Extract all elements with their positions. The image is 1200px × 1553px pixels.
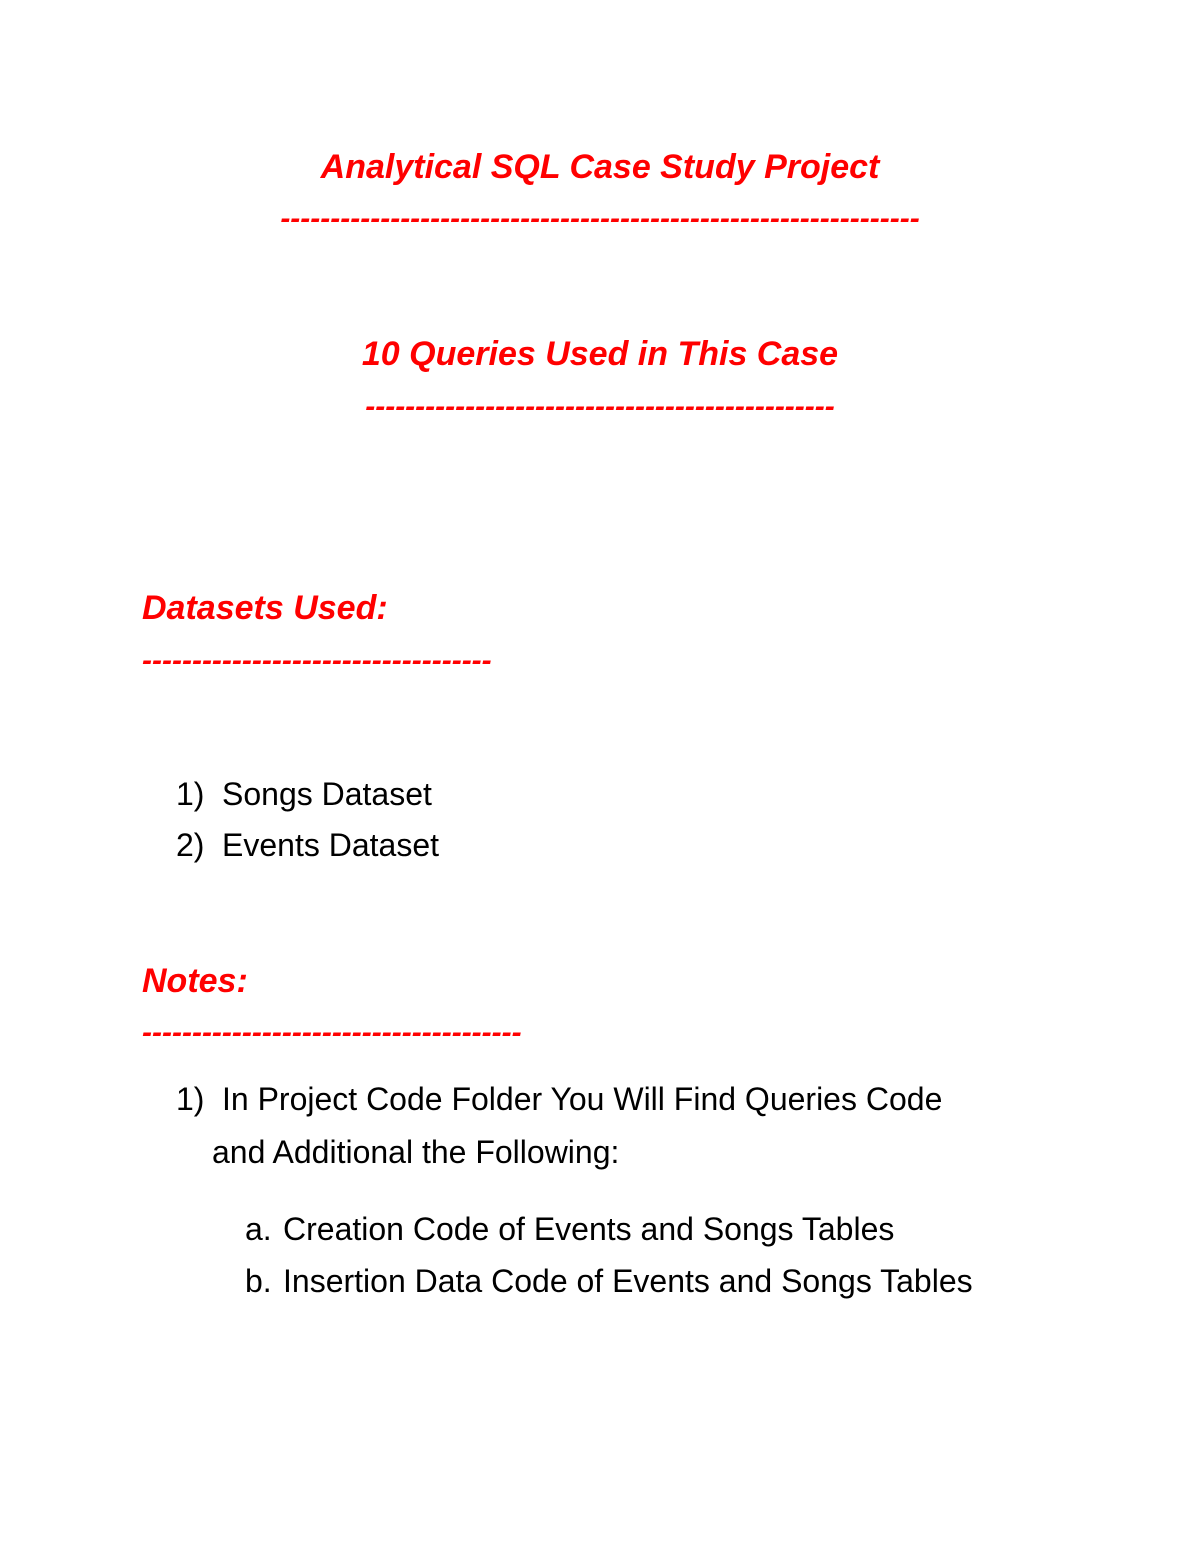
document-subtitle: 10 Queries Used in This Case <box>361 335 839 373</box>
sub-list-marker: a. <box>245 1211 272 1247</box>
document-title: Analytical SQL Case Study Project <box>320 148 880 186</box>
dataset-name: Songs Dataset <box>222 776 432 812</box>
sub-list-item <box>245 1209 894 1249</box>
list-marker: 1) <box>176 1081 205 1117</box>
sub-item-text: Insertion Data Code of Events and Songs Tables <box>283 1263 973 1299</box>
dataset-name: Events Dataset <box>222 827 439 863</box>
datasets-heading: Datasets Used: <box>142 589 388 627</box>
list-marker: 2) <box>176 827 205 863</box>
sub-list-item <box>245 1261 973 1301</box>
sub-item-text: Creation Code of Events and Songs Tables <box>283 1211 895 1247</box>
list-item <box>176 774 432 814</box>
notes-heading: Notes: <box>142 962 248 1000</box>
list-marker: 1) <box>176 776 205 812</box>
title-divider: ---------------------------------------------------------------- <box>280 204 920 234</box>
datasets-divider: ----------------------------------- <box>142 646 492 676</box>
notes-divider: -------------------------------------- <box>142 1018 522 1048</box>
list-item <box>176 825 439 865</box>
note-item <box>176 1079 942 1119</box>
subtitle-divider: ----------------------------------------------- <box>365 392 835 422</box>
note-continuation: and Additional the Following: <box>212 1134 620 1170</box>
sub-list-marker: b. <box>245 1263 272 1299</box>
note-text: In Project Code Folder You Will Find Queries Code <box>222 1081 943 1117</box>
